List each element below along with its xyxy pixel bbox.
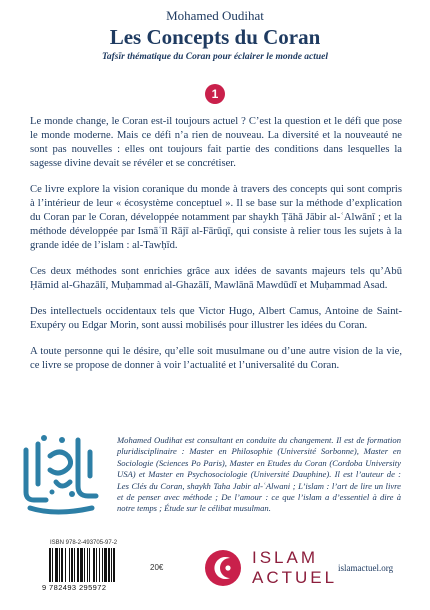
price: 20€ [150,563,164,572]
paragraph: A toute personne qui le désire, qu’elle soit musulmane ou d’une autre vision de la vie, ce livre se propose de donner à voir l’actualité et l’universalité du Coran. [30,346,402,371]
back-cover-text [30,115,402,385]
arabic-calligraphy-logo-icon [16,430,104,518]
author-bio: Mohamed Oudihat est consultant en conduite du changement. Il est de formation pluridisciplinaire : Master en Philosophie (Université Sorbonne), Master en Sociologie (Sciences Po Paris), Master en Etudes du Coran (Cordoba University USA) et Master en Psychosociologie (Université Dauphine). Il est l’auteur de : Les Clés du Coran, shaykh Taha Jabir al-ʿAlwani ; L’islam : l’art de lire un livre et de penser avec méthode ; De l’amour : ce que l’islam a d’essentiel à dire à notre temps ; Étude sur le célibat musulman. [117,435,401,514]
paragraph: Le monde change, le Coran est-il toujours actuel ? C’est la question et le défi que pose le monde moderne. Mais ce défi n’a rien de nouveau. La diversité et la nouveauté ne sont pas nouvelles : elles ont toujours fait partie des conditions dans lesquelles la sagesse divine devait se révéler et se concrétiser. [30,116,402,169]
publisher-website: islamactuel.org [338,563,394,573]
book-title: Les Concepts du Coran [109,25,321,49]
paragraph: Ces deux méthodes sont enrichies grâce aux idées de savants majeurs tels qu’Abū Ḥāmid al-Ghazālī, Muḥammad al-Ghazālī, Mawlānā Mawdūdī et Muḥammad Asad. [30,266,402,291]
volume-badge: 1 [205,84,225,104]
islam-actuel-logo-icon [204,549,242,587]
paragraph: Des intellectuels occidentaux tels que Victor Hugo, Albert Camus, Antoine de Saint-Exupéry ou Edgar Morin, sont aussi mobilisés pour illustrer les idées du Coran. [30,306,402,331]
paragraph: Ce livre explore la vision coranique du monde à travers des concepts qui sont compris à l’intérieur de leur « écosystème conceptuel ». Il se base sur la méthode d’explication du Coran par le Coran, développée notamment par shaykh Ṭāhā Jābir al-ʿAlwānī ; et la méthode développée par Ismāʿīl Rājī al-Fārūqī, qui consiste à relier tous les sujets à la grande idée de l’islam : al-Tawḥīd. [30,184,402,251]
barcode-icon [48,548,140,582]
book-subtitle: Tafsīr thématique du Coran pour éclairer le monde actuel [101,52,329,62]
author-name: Mohamed Oudihat [166,8,264,23]
isbn-number: ISBN 978-2-493705-97-2 [50,540,118,546]
barcode-digits: 9 782493 295972 [42,583,107,592]
publisher-name-line1: ISLAM [252,548,319,567]
publisher-name-line2: ACTUEL [252,568,338,587]
